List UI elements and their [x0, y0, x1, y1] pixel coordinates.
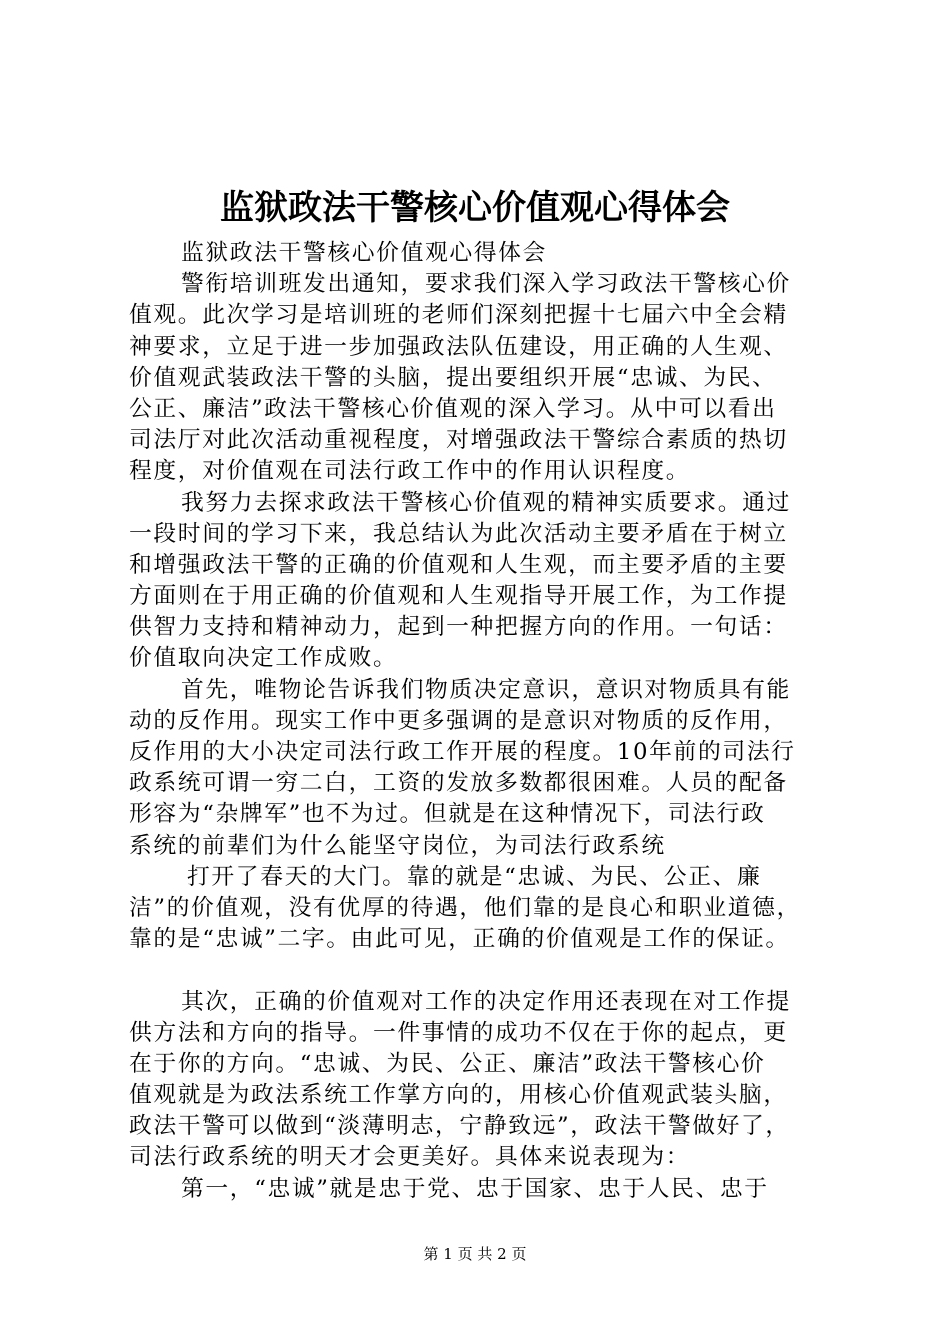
text-line: 公正、廉洁”政法干警核心价值观的深入学习。从中可以看出	[129, 395, 777, 422]
text-line: 反作用的大小决定司法行政工作开展的程度。10年前的司法行	[129, 739, 796, 765]
text-line: 值观。此次学习是培训班的老师们深刻把握十七届六中全会精	[129, 302, 788, 329]
text-line: 价值观武装政法干警的头脑，提出要组织开展“忠诚、为民、	[129, 364, 777, 391]
text-line: 神要求，立足于进一步加强政法队伍建设，用正确的人生观、	[129, 333, 788, 360]
text-line: 程度，对价值观在司法行政工作中的作用认识程度。	[129, 458, 691, 485]
text-line: 供方法和方向的指导。一件事情的成功不仅在于你的起点，更	[129, 1019, 788, 1046]
text-line: 第一，“忠诚”就是忠于党、忠于国家、忠于人民、忠于	[181, 1175, 769, 1202]
text-line: 政系统可谓一穷二白，工资的发放多数都很困难。人员的配备	[129, 770, 788, 797]
text-line: 在于你的方向。“忠诚、为民、公正、廉洁”政法干警核心价	[129, 1050, 766, 1077]
text-line: 供智力支持和精神动力，起到一种把握方向的作用。一句话：	[129, 614, 788, 641]
page-footer: 第 1 页 共 2 页	[423, 1245, 527, 1263]
text-line: 方面则在于用正确的价值观和人生观指导开展工作，为工作提	[129, 583, 788, 610]
text-line: 动的反作用。现实工作中更多强调的是意识对物质的反作用，	[129, 707, 788, 734]
text-line: 打开了春天的大门。靠的就是“忠诚、为民、公正、廉	[187, 863, 762, 890]
text-line: 我努力去探求政法干警核心价值观的精神实质要求。通过	[181, 489, 791, 516]
text-line: 司法厅对此次活动重视程度，对增强政法干警综合素质的热切	[129, 427, 788, 454]
text-line: 一段时间的学习下来，我总结认为此次活动主要矛盾在于树立	[129, 520, 788, 547]
text-line: 洁”的价值观，没有优厚的待遇，他们靠的是良心和职业道德，	[129, 894, 801, 921]
text-line: 警衔培训班发出通知，要求我们深入学习政法干警核心价	[181, 271, 791, 298]
text-line: 靠的是“忠诚”二字。由此可见，正确的价值观是工作的保证。	[129, 926, 790, 953]
text-line: 系统的前辈们为什么能坚守岗位，为司法行政系统	[129, 832, 666, 859]
text-line: 价值取向决定工作成败。	[129, 645, 398, 672]
page-title: 监狱政法干警核心价值观心得体会	[220, 188, 730, 228]
document-body	[129, 238, 849, 1205]
text-line: 司法行政系统的明天才会更美好。具体来说表现为：	[129, 1144, 691, 1171]
text-line: 和增强政法干警的正确的价值观和人生观，而主要矛盾的主要	[129, 551, 788, 578]
text-line: 监狱政法干警核心价值观心得体会	[181, 240, 547, 266]
text-line: 形容为“杂牌军”也不为过。但就是在这种情况下，司法行政	[129, 801, 766, 828]
text-line: 首先，唯物论告诉我们物质决定意识，意识对物质具有能	[181, 676, 791, 703]
blank-line	[129, 955, 849, 986]
text-line: 政法干警可以做到“淡薄明志，宁静致远”，政法干警做好了，	[129, 1113, 790, 1140]
text-line: 值观就是为政法系统工作掌方向的，用核心价值观武装头脑，	[129, 1082, 788, 1109]
text-line: 其次，正确的价值观对工作的决定作用还表现在对工作提	[181, 988, 791, 1015]
